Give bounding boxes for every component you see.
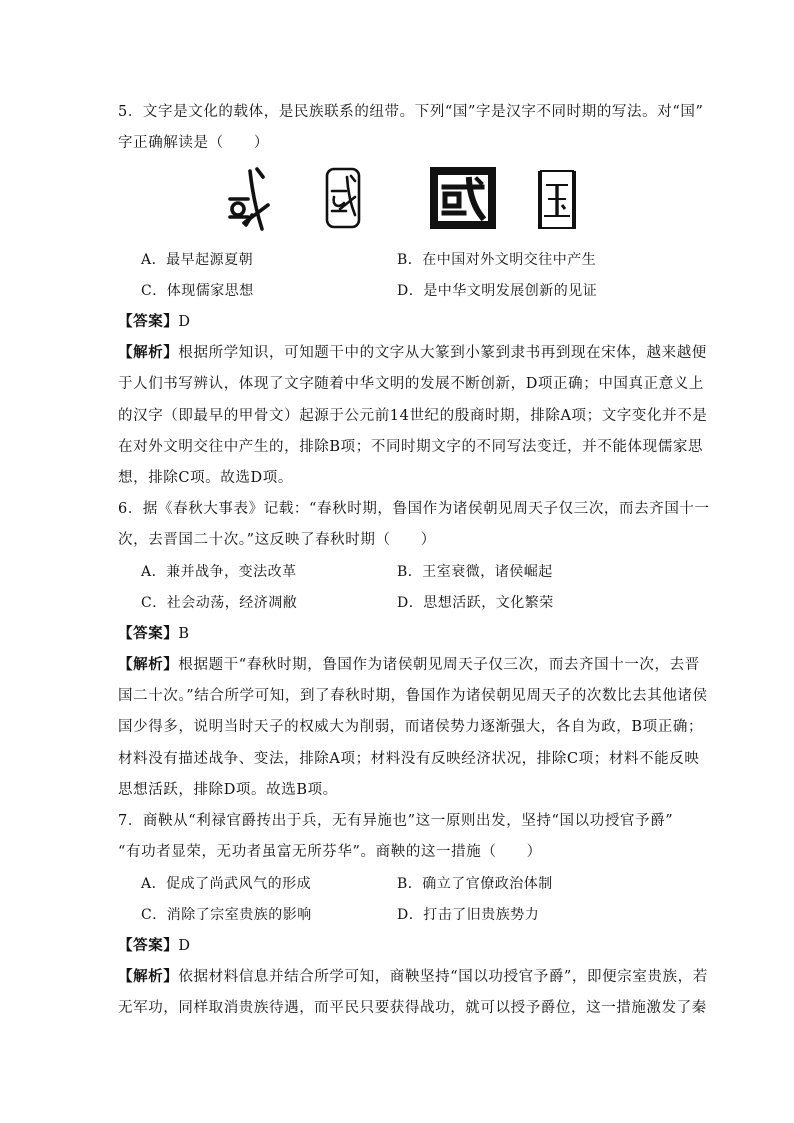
analysis-text: 依据材料信息并结合所学可知，商鞅坚持“国以功授官予爵”，即便宗室贵族，若 <box>178 969 708 985</box>
q7-analysis-line-2: 无军功，同样取消贵族待遇，而平民只要获得战功，就可以授予爵位，这一措施激发了秦 <box>118 1000 707 1016</box>
oracle-guo-glyph <box>222 165 272 233</box>
q5-option-b[interactable]: B．在中国对外文明交往中产生 <box>397 252 597 268</box>
answer-tag: 【答案】 <box>118 937 179 954</box>
q5-analysis-line-5: 想，排除C项。故选D项。 <box>118 470 293 486</box>
q6-stem-line-2: 次，去晋国二十次。”这反映了春秋时期（ ） <box>118 532 436 548</box>
analysis-tag: 【解析】 <box>118 968 179 985</box>
answer-value: D <box>178 314 191 330</box>
guo-character-evolution <box>0 165 794 237</box>
q6-option-b[interactable]: B．王室衰微，诸侯崛起 <box>397 564 553 580</box>
q7-option-c[interactable]: C．消除了宗室贵族的影响 <box>141 907 312 923</box>
q5-answer <box>118 312 678 332</box>
seal-guo-glyph <box>322 165 364 231</box>
answer-value: D <box>178 938 191 954</box>
q5-analysis-line-2: 于人们书写辨认，体现了文字随着中华文明的发展不断创新，D项正确；中国真正意义上 <box>118 376 705 392</box>
q5-analysis-line-4: 在对外文明交往中产生的，排除B项；不同时期文字的不同写法变迁，并不能体现儒家思 <box>118 439 704 455</box>
q6-option-c[interactable]: C．社会动荡，经济凋敝 <box>141 595 298 611</box>
q6-option-a[interactable]: A．兼并战争，变法改革 <box>141 564 297 580</box>
answer-tag: 【答案】 <box>118 313 179 330</box>
q7-option-d[interactable]: D．打击了旧贵族势力 <box>397 907 540 923</box>
q6-analysis-line-1 <box>118 655 700 675</box>
q7-answer <box>118 936 678 956</box>
q7-analysis-line-1 <box>118 967 708 987</box>
q6-stem-line-1: 6．据《春秋大事表》记载：“春秋时期，鲁国作为诸侯朝见周天子仅三次，而去齐国十一 <box>118 501 710 517</box>
q5-option-c[interactable]: C．体现儒家思想 <box>141 283 254 299</box>
analysis-tag: 【解析】 <box>118 656 179 673</box>
q5-option-a[interactable]: A．最早起源夏朝 <box>141 252 254 268</box>
q7-stem-line-2: “有功者显荣，无功者虽富无所芬华”。商鞅的这一措施（ ） <box>118 844 542 860</box>
q5-analysis-line-3: 的汉字（即最早的甲骨文）起源于公元前14世纪的殷商时期，排除A项；文字变化并不是 <box>118 408 708 424</box>
analysis-tag: 【解析】 <box>118 344 179 361</box>
q7-option-b[interactable]: B．确立了官僚政治体制 <box>397 876 553 892</box>
q6-analysis-line-3: 国少得多，说明当时天子的权威大为削弱，而诸侯势力逐渐强大，各自为政，B项正确； <box>118 719 704 735</box>
q6-analysis-line-4: 材料没有描述战争、变法，排除A项；材料没有反映经济状况，排除C项；材料不能反映 <box>118 751 700 767</box>
q5-analysis-line-1 <box>118 343 707 363</box>
analysis-text: 根据题干“春秋时期，鲁国作为诸侯朝见周天子仅三次，而去齐国十一次，去晋 <box>178 657 700 673</box>
answer-tag: 【答案】 <box>118 625 179 642</box>
answer-value: B <box>178 626 190 642</box>
clerical-guo-glyph <box>428 165 498 231</box>
q5-option-d[interactable]: D．是中华文明发展创新的见证 <box>397 283 598 299</box>
analysis-text: 根据所学知识，可知题干中的文字从大篆到小篆到隶书再到现在宋体，越来越便 <box>178 345 707 361</box>
q6-answer <box>118 624 678 644</box>
q6-analysis-line-5: 思想活跃，排除D项。故选B项。 <box>118 782 338 798</box>
q6-option-d[interactable]: D．思想活跃，文化繁荣 <box>397 595 554 611</box>
song-guo-glyph <box>534 165 580 233</box>
q6-analysis-line-2: 国二十次。”结合所学可知，到了春秋时期，鲁国作为诸侯朝见周天子的次数比去其他诸侯 <box>118 688 708 704</box>
q5-stem-line-2: 字正确解读是（ ） <box>118 135 269 151</box>
q5-stem-line-1: 5．文字是文化的载体，是民族联系的纽带。下列“国”字是汉字不同时期的写法。对“国” <box>118 104 704 120</box>
q7-option-a[interactable]: A．促成了尚武风气的形成 <box>141 876 312 892</box>
q7-stem-line-1: 7．商鞅从“利禄官爵抟出于兵，无有异施也”这一原则出发，坚持“国以功授官予爵” <box>118 813 674 829</box>
